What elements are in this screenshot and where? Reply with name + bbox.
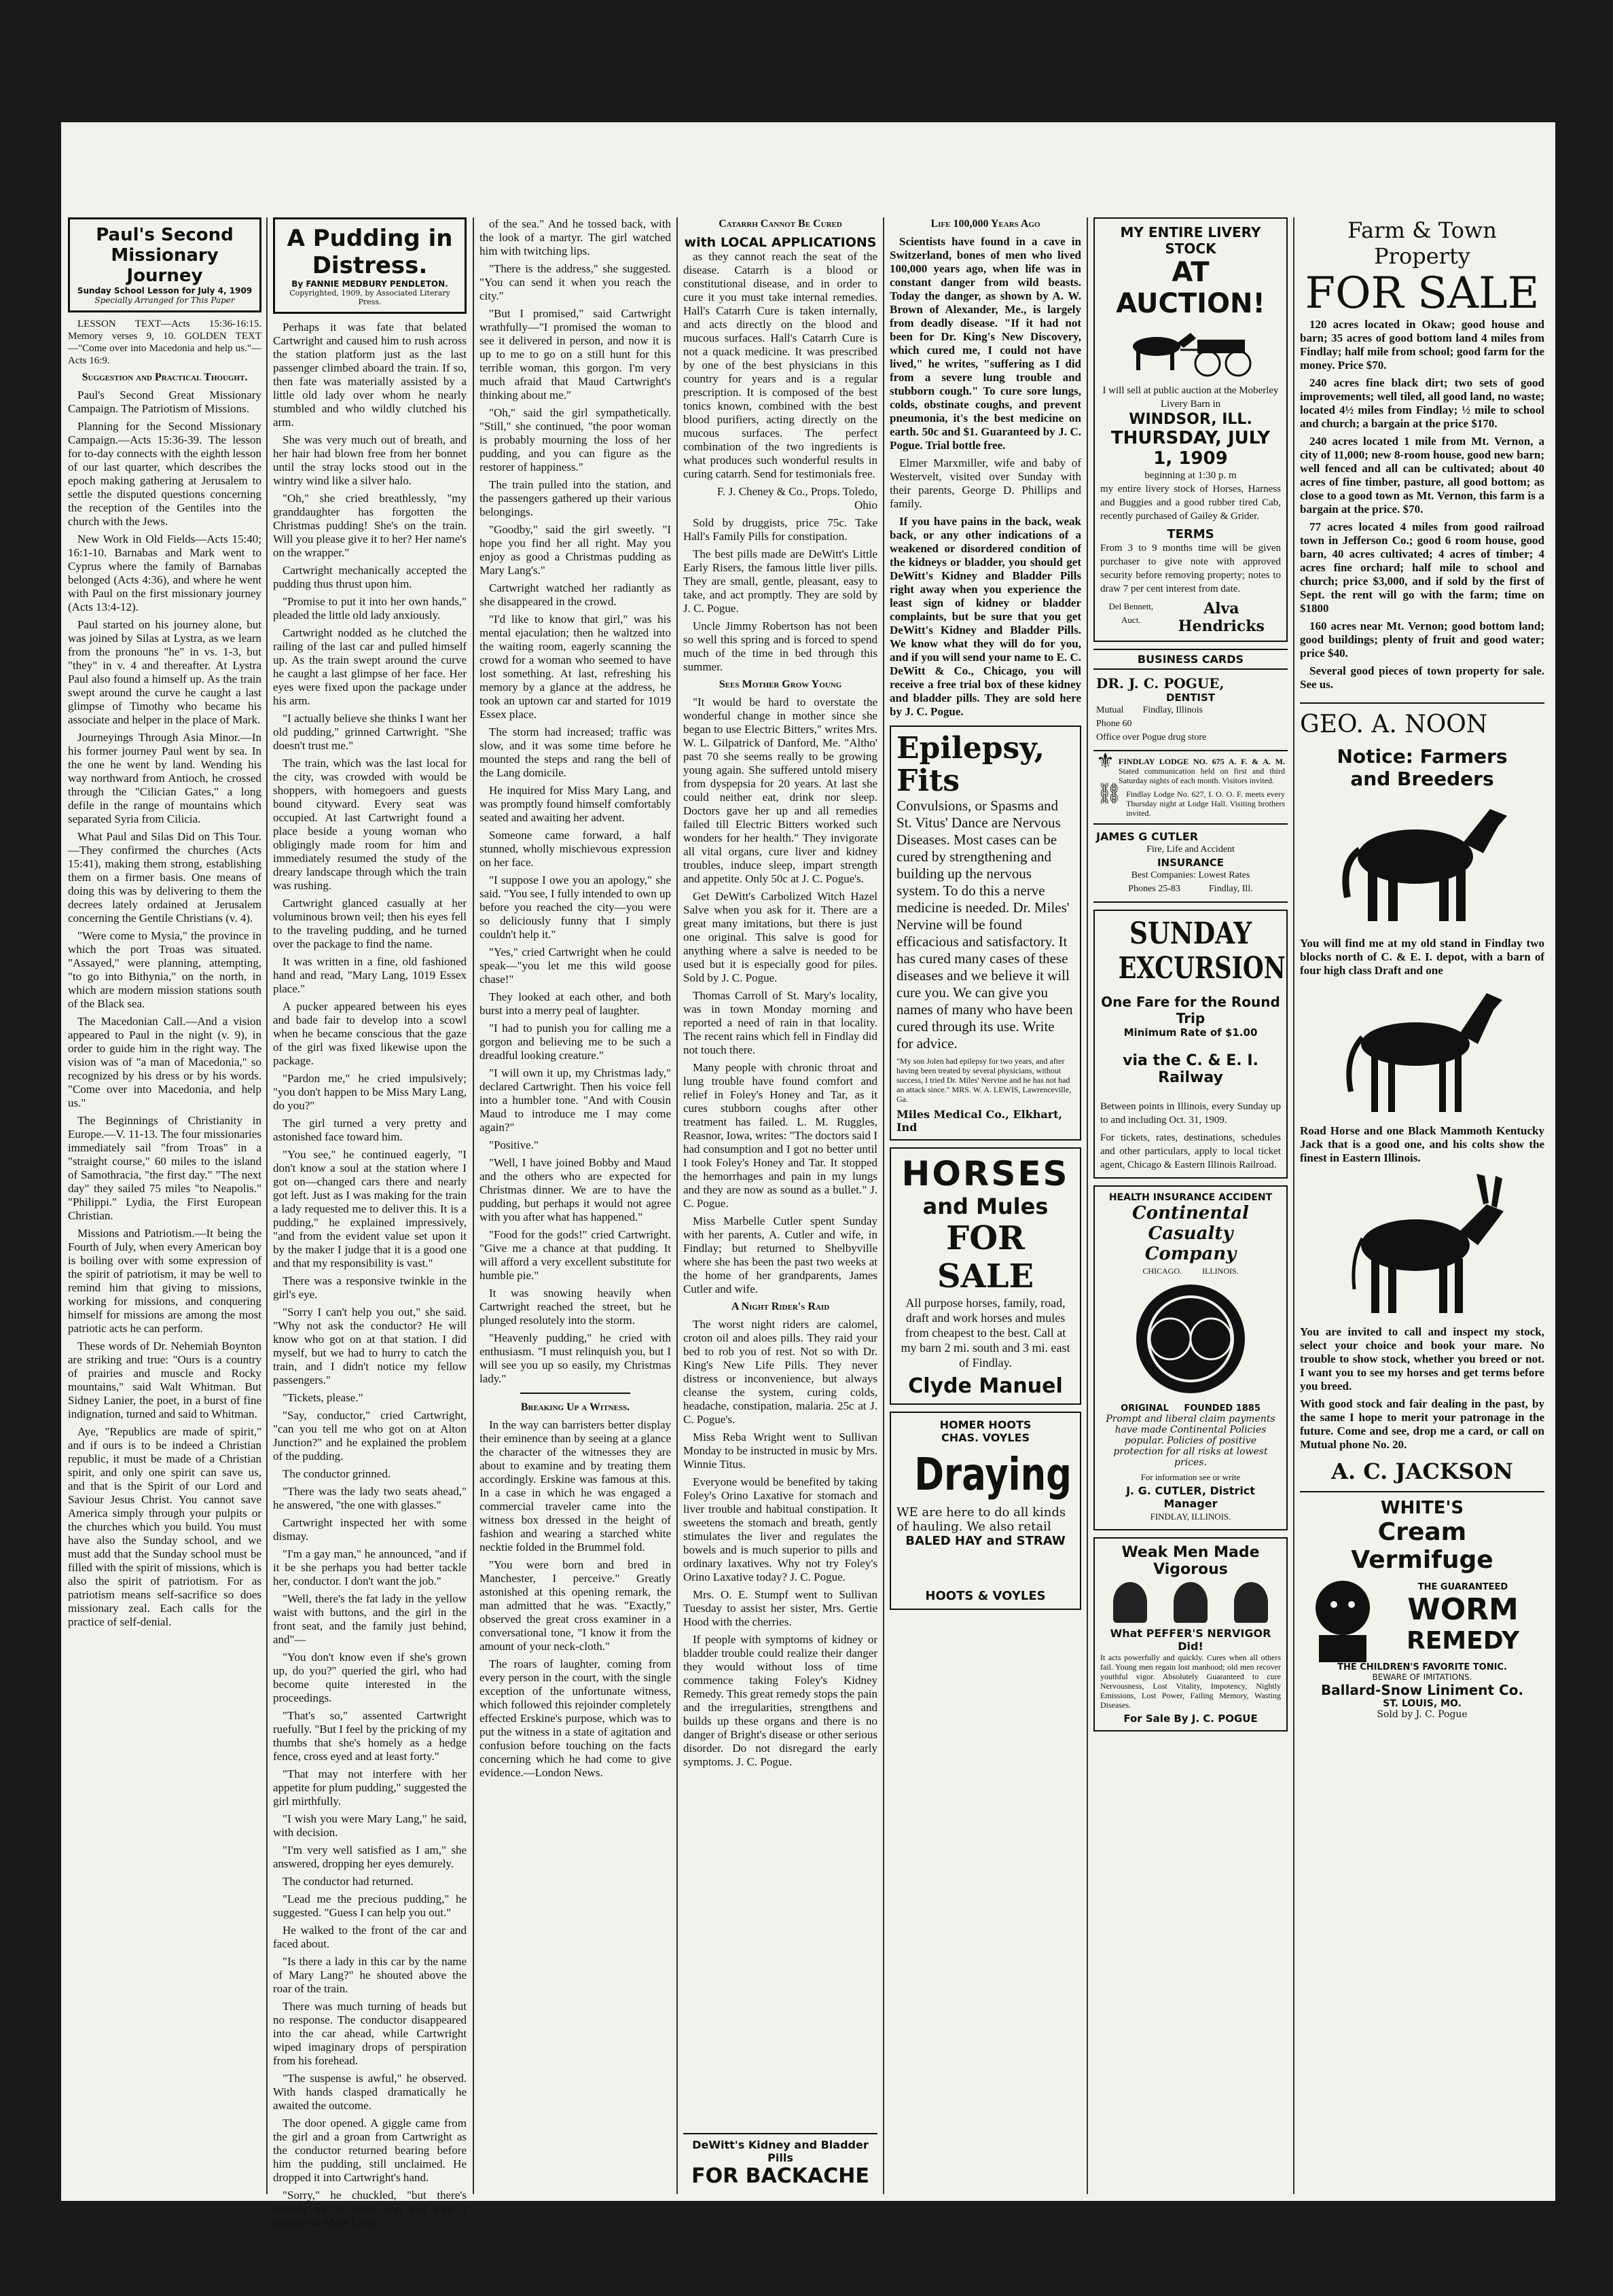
- ad-signature: A. C. JACKSON: [1331, 1458, 1513, 1484]
- paragraph: Elmer Marxmiller, wife and baby of Westervelt, visited over Sunday with their parents, George D. Phillips and family.: [890, 456, 1081, 510]
- paragraph: Aye, "Republics are made of spirit," and if ours is to be indeed a Christian republic, it must be made of a Christian spirit, and only one spirit can save us, and that is the Spirit of our Lord and Saviour Jesus Christ. You cannot save America simply through your pulpits or the churches which you build. You must have also the Sunday school, and we must add that the Sunday school must be filled with the spirit of missions, which is also the spirit of patriotism. For as patriotism means self-sacrifice so does missionary zeal. Each calls for the practice of self-denial.: [68, 1425, 261, 1628]
- ad-headline: and Mules: [922, 1194, 1049, 1219]
- paragraph: Paul's Second Great Missionary Campaign. The Patriotism of Missions.: [68, 389, 261, 415]
- lesson-title-box: [68, 217, 261, 312]
- lesson-title: Paul's Second: [96, 225, 234, 245]
- ad-headline: Company: [1144, 1244, 1237, 1264]
- paragraph: "You were born and bred in Manchester, I perceive." Greatly astonished at this opening remark, the man admitted that he was. "Exactly," observed the great cross examiner in a conversational tone, "I know it from the amount of your neck-cloth.": [479, 1558, 671, 1653]
- auction-ad: [1093, 217, 1288, 642]
- paragraph: "Heavenly pudding," he cried with enthusiasm. "I must relinquish you, but I will see you up so easily, my Christmas lady.": [479, 1331, 671, 1385]
- card-line: INSURANCE: [1157, 857, 1225, 869]
- ad-headline: Farm & Town Property: [1347, 217, 1497, 269]
- ad-body: With good stock and fair dealing in the past, by the same I hope to merit your patronage in the future. Come and see, drop me a card, or call on Mutual phone No. 20.: [1300, 1397, 1544, 1451]
- ad-line: HEALTH INSURANCE ACCIDENT: [1108, 1192, 1273, 1203]
- section-subhead: Suggestion and Practical Thought.: [81, 372, 248, 383]
- paragraph: "I'm very well satisfied as I am," she answered, dropping her eyes demurely.: [273, 1844, 467, 1870]
- paragraph: "That may not interfere with her appetite for plum pudding," suggested the girl mirthfully.: [273, 1768, 467, 1808]
- paragraph: Sold by druggists, price 75c. Take Hall's Family Pills for constipation.: [683, 516, 877, 543]
- paragraph: The conductor grinned.: [283, 1467, 391, 1480]
- card-line: DENTIST: [1165, 692, 1216, 704]
- card-line: Best Companies: Lowest Rates: [1131, 870, 1250, 880]
- paragraph: The storm had increased; traffic was slow, and it was some time before he mounted the steps and rang the bell of the Lang domicile.: [479, 725, 671, 779]
- article-headline: Catarrh Cannot Be Cured: [719, 218, 842, 230]
- column-6: [1093, 217, 1288, 2296]
- ad-signature: Alva Hendricks: [1178, 600, 1265, 635]
- paragraph: "I wish you were Mary Lang," he said, with decision.: [273, 1812, 467, 1839]
- paragraph: Cartwright mechanically accepted the pudding thus thrust upon him.: [273, 564, 467, 590]
- paragraph: Miss Reba Wright went to Sullivan Monday to be instructed in music by Mrs. Winnie Titus.: [683, 1431, 877, 1471]
- paragraph: "That's so," assented Cartwright ruefully. "But I feel by the pricking of my thumbs that she's homely as a hedge fence, cross eyed and at least forty.": [273, 1709, 467, 1763]
- paragraph: Cartwright nodded as he clutched the railing of the last car and pulled himself up. As the train swept around the curve he caught a last glimpse of her face. Her eyes were fixed upon the package under his arm.: [273, 626, 467, 707]
- paragraph: "Yes," cried Cartwright when he could speak—"you let me this wild goose chase!": [479, 946, 671, 986]
- ad-headline: EXCURSION: [1118, 951, 1286, 986]
- paragraph: These words of Dr. Nehemiah Boynton are striking and true: "Ours is a country of prairies and muscle and Rocky mountains," said Walt Whitman. But Sidney Lanier, the poet, in a burst of fine indignation, turned and said to Whitman.: [68, 1340, 261, 1420]
- ad-headline: Draying: [914, 1448, 1072, 1501]
- ad-line: Sold by J. C. Pogue: [1377, 1709, 1468, 1720]
- ad-headline: Weak Men Made Vigorous: [1121, 1544, 1260, 1578]
- card-line: Office over Pogue drug store: [1096, 732, 1207, 742]
- ad-headline: HORSES: [901, 1154, 1070, 1194]
- paragraph: "Sorry," he chuckled, "but there's nobody on the train who will own it belongs to Mary Lang.": [273, 2189, 467, 2229]
- paragraph: "You don't know even if she's grown up, do you?" queried the girl, who had become quite interested in the proceedings.: [273, 1651, 467, 1704]
- paragraph: If you have pains in the back, weak back, or any other indications of a weakened or disordered condition of the kidneys or bladder, you should get DeWitt's Kidney and Bladder Pills right away when you experience the least sign of kidney or bladder complaints, but be sure that you get DeWitt's Kidney and Bladder Pills. We know what they will do for you, and if you will send your name to E. C. DeWitt & Co., Chicago, you will receive a free trial box of these kidney and bladder pills. They are sold here by J. C. Pogue.: [890, 515, 1081, 718]
- paragraph: "I'd like to know that girl," was his mental ejaculation; then he waltzed into the waiting room, eagerly scanning the crowd for a woman who seemed to have lost something. At last, refreshing his memory by a glance at the address, he took an uptown car and started for 1019 Essex place.: [479, 613, 671, 721]
- article-headline: Life 100,000 Years Ago: [930, 218, 1040, 230]
- ad-headline: Epilepsy,: [896, 731, 1045, 766]
- ad-body: Road Horse and one Black Mammoth Kentucky Jack that is a good one, and his colts show the finest in Eastern Illinois.: [1300, 1124, 1544, 1164]
- ad-body: It acts powerfully and quickly. Cures when all others fail. Young men regain lost manhood; old men recover youthful vigor. Absolutely Guaranteed to cure Nervousness, Lost Vitality, Impotency, Nightly Emissions, Lost Power, Failing Memory, Wasting Diseases.: [1100, 1653, 1281, 1710]
- ad-date: THURSDAY, JULY 1, 1909: [1110, 428, 1271, 469]
- draying-ad: [890, 1412, 1081, 1610]
- ad-signature: HOOTS & VOYLES: [925, 1589, 1046, 1603]
- paragraph: A pucker appeared between his eyes and bade fair to develop into a scowl when he became conscious that the gaze of the girl was fixed likewise upon the package.: [273, 1000, 467, 1067]
- ad-body: Prompt and liberal claim payments have made Continental Policies popular. Policies of positive protection for all risks at lowest prices.: [1106, 1414, 1275, 1468]
- child-portrait-icon: [1305, 1574, 1380, 1662]
- horses-ad: [890, 1147, 1081, 1405]
- paragraph: Someone came forward, a half stunned, wholly mischievous expression on her face.: [479, 829, 671, 869]
- paragraph: "I will own it up, my Christmas lady," declared Cartwright. Then his voice fell into a humbler tone. "And with Cousin Maud to introduce me I may come again?": [479, 1066, 671, 1134]
- ad-time: beginning at 1:30 p. m: [1144, 470, 1237, 481]
- paragraph: "I'm a gay man," he announced, "and if it be she perhaps you had better tackle her, conductor. I don't want the job.": [273, 1547, 467, 1588]
- portrait-icon: [1174, 1582, 1208, 1623]
- ad-line: CHICAGO. ILLINOIS.: [1142, 1266, 1239, 1276]
- paragraph: It was snowing heavily when Cartwright reached the street, but he plunged resolutely into the storm.: [479, 1287, 671, 1327]
- paragraph: Cartwright watched her radiantly as she disappeared in the crowd.: [479, 581, 671, 608]
- odd-fellows-icon: ⛓: [1096, 783, 1123, 805]
- paragraph: "Oh," she cried breathlessly, "my granddaughter has forgotten the Christmas pudding! She's on the train. Will you please give it to her? Her name's on the wrapper.": [273, 492, 467, 559]
- story-body: [273, 321, 467, 2229]
- portrait-icon: [1113, 1582, 1147, 1623]
- ad-line: THE CHILDREN'S FAVORITE TONIC.: [1337, 1662, 1507, 1672]
- ad-line: via the C. & E. I. Railway: [1123, 1052, 1258, 1086]
- epilepsy-ad: [890, 725, 1081, 1141]
- ad-signature: Del Bennett, Auct.: [1108, 601, 1154, 625]
- article-headline: Sees Mother Grow Young: [719, 679, 842, 690]
- paragraph: "Well, I have joined Bobby and Maud and the others who are expected for Christmas dinner. We are to have the pudding, but perhaps it would not agree with you after what has happened.": [479, 1156, 671, 1223]
- paragraph: "Lead me the precious pudding," he suggested. "Guess I can help you out.": [273, 1893, 467, 1919]
- ad-body: You are invited to call and inspect my stock, select your choice and book your mare. No trouble to show stock, whether you breed or not. I want you to see my horses and get terms before you breed.: [1300, 1325, 1544, 1393]
- lesson-intro: LESSON TEXT—Acts 15:36-16:15. Memory verses 9, 10. GOLDEN TEXT—"Come over into Macedonia and help us."—Acts 16:9.: [68, 319, 261, 366]
- ad-headline: Fits: [896, 764, 960, 798]
- card-line: Phones 25-83 Findlay, Ill.: [1128, 884, 1253, 894]
- story-byline: By FANNIE MEDBURY PENDLETON.: [291, 279, 448, 289]
- column-rule: [676, 217, 678, 2194]
- column-rule: [266, 217, 268, 2194]
- card-line: Findlay Lodge No. 627, I. O. O. F. meets every Thursday night at Lodge Hall. Visiting brothers invited.: [1126, 789, 1285, 818]
- paragraph: Paul started on his journey alone, but was joined by Silas at Lystra, as we learn from the pronouns "he" in vs. 1-3, but "they" in v. 4 and thereafter. At Lystra Paul also found a himself up. As the train swept around the curve he caught a last glimpse of Timothy who became his associate and helper in the place of Mark.: [68, 618, 261, 726]
- ad-body: Convulsions, or Spasms and St. Vitus' Dance are Nervous Diseases. Most cases can be cured by strengthening and building up the nervous system. To do this a nerve medicine is needed. Dr. Miles' Nervine will be found efficacious and satisfactory. It has cured many cases of these diseases and we believe it will cure you. We can give you names of many who have been cured through its use. Write for advice.: [896, 797, 1073, 1052]
- paragraph: Planning for the Second Missionary Campaign.—Acts 15:36-39. The lesson for to-day connects with the eighth lesson of our last quarter, which describes the epoch making gathering at Jerusalem to settle the disputed questions concerning the reception of the Gentiles into the church with the Jews.: [68, 420, 261, 528]
- paragraph: The conductor had returned.: [283, 1875, 414, 1888]
- paragraph: as they cannot reach the seat of the disease. Catarrh is a blood or constitutional disease, and in order to cure it you must take internal remedies. Hall's Catarrh Cure is taken internally, and acts directly on the blood and mucous surfaces. Hall's Catarrh Cure is not a quack medicine. It was prescribed by one of the best physicians in this country for years and is a regular prescription. It is composed of the best tonics known, combined with the best blood purifiers, acting directly on the mucous surfaces. The perfect combination of the two ingredients is what produces such wonderful results in curing catarrh. Send for testimonials free.: [683, 250, 877, 480]
- lesson-title: Missionary Journey: [111, 245, 219, 286]
- ad-body: For tickets, rates, destinations, schedules and other particulars, apply to local ticket agent, Chicago & Eastern Illinois Railroad.: [1100, 1132, 1281, 1170]
- ad-headline: Continental Casualty: [1132, 1203, 1249, 1244]
- paragraph: They looked at each other, and both burst into a merry peal of laughter.: [479, 990, 671, 1017]
- story-copyright: Copyrighted, 1909, by Associated Literary Press.: [289, 289, 450, 306]
- horse-carriage-icon: [1116, 319, 1265, 380]
- listing: 77 acres located 4 miles from good railroad town in Jefferson Co.; good 6 room house, good barn, 40 acres cultivated; 4 acres of timber; 4 acres fine orchard; half mile to school and church; price $3,000, and if sold by the first of Sept. the rent will go with the farm; time on $1800: [1300, 520, 1544, 615]
- ad-headline: and Breeders: [1350, 768, 1494, 790]
- paragraph: Cartwright inspected her with some dismay.: [273, 1516, 467, 1543]
- ad-signature: J. G. CUTLER, District Manager: [1126, 1484, 1255, 1510]
- paragraph: Everyone would be benefited by taking Foley's Orino Laxative for stomach and liver trouble and habitual constipation. It sweetens the stomach and breath, gently stimulates the liver and regulates the bowels and is much superior to pills and ordinary laxatives. Why not try Foley's Orino Laxative today? J. C. Pogue.: [683, 1475, 877, 1583]
- ad-headline: REMEDY: [1406, 1626, 1520, 1655]
- column-rule: [1087, 217, 1088, 2194]
- masonic-icon: ⚜: [1096, 750, 1114, 772]
- jack-icon: [1320, 1170, 1524, 1320]
- paragraph: "Tickets, please.": [283, 1391, 363, 1404]
- paragraph: The girl turned a very pretty and astonished face toward him.: [273, 1117, 467, 1143]
- paragraph: Missions and Patriotism.—It being the Fourth of July, when every American boy is boiling over with some expression of the spirit of patriotism, it may be well to remind him that giving to missions, working for missions, and conquering himself for missions are among the most patriotic acts he can perform.: [68, 1227, 261, 1335]
- dentist-card: [1093, 670, 1288, 751]
- column-5: [890, 217, 1081, 2296]
- ad-headline: Notice: Farmers: [1337, 745, 1508, 768]
- paragraph: What Paul and Silas Did on This Tour.—They confirmed the churches (Acts 15:41), making them strong, establishing them on a firmer basis. One means of doing this was by delivering to them the decrees lately ordained at Jerusalem concerning the Gentile Christians (v. 4).: [68, 830, 261, 925]
- paragraph: "Promise to put it into her own hands," pleaded the little old lady anxiously.: [273, 595, 467, 622]
- ad-line: HOMER HOOTS: [939, 1418, 1032, 1431]
- ad-line: FINDLAY, ILLINOIS.: [1150, 1511, 1231, 1522]
- ad-signature: Ballard-Snow Liniment Co.: [1320, 1682, 1524, 1698]
- paragraph: Uncle Jimmy Robertson has not been so well this spring and is forced to spend much of the time in bed through this summer.: [683, 620, 877, 673]
- card-name: FINDLAY LODGE NO. 675 A. F. & A. M.: [1118, 757, 1285, 766]
- ad-body: You will find me at my old stand in Findlay two blocks north of C. & E. I. depot, with a barn of four high class Draft and one: [1300, 937, 1544, 977]
- column-2: [273, 217, 467, 2296]
- ad-line: ORIGINAL FOUNDED 1885: [1121, 1403, 1261, 1414]
- story-title: Distress.: [312, 252, 428, 279]
- ad-line: For information see or write: [1140, 1472, 1241, 1482]
- ad-headline: SUNDAY: [1129, 916, 1252, 951]
- continental-casualty-ad: [1093, 1185, 1288, 1530]
- column-7: [1300, 217, 1544, 2296]
- ad-headline: FOR SALE: [937, 1219, 1034, 1295]
- ad-signature: Miles Medical Co., Elkhart, Ind: [896, 1108, 1063, 1134]
- paragraph: He walked to the front of the car and faced about.: [273, 1924, 467, 1950]
- paragraph: The train pulled into the station, and the passengers gathered up their various belongings.: [479, 478, 671, 518]
- road-horse-icon: [1320, 983, 1524, 1119]
- paragraph: "Well, there's the fat lady in the yellow waist with buttons, and the girl in the front seat, and the family just behind, and"—: [273, 1592, 467, 1646]
- ad-line: Minimum Rate of $1.00: [1123, 1026, 1258, 1039]
- ad-body: my entire livery stock of Horses, Harness and Buggies and a good rubber tired Cab, recently purchased of Gailey & Grider.: [1100, 484, 1281, 522]
- signature: F. J. Cheney & Co., Props. Toledo, Ohio: [717, 485, 877, 512]
- ad-headline: WORM: [1407, 1592, 1519, 1627]
- portrait-row: [1100, 1582, 1281, 1623]
- paragraph: Thomas Carroll of St. Mary's locality, was in town Monday morning and reported a need of rain in that locality. The recent rains which fell in Findlay did not touch there.: [683, 989, 877, 1056]
- ad-signature: GEO. A. NOON: [1300, 702, 1544, 738]
- paragraph: "Say, conductor," cried Cartwright, "can you tell me who got on at Alton Junction?" and he explained the problem of the pudding.: [273, 1409, 467, 1463]
- ad-line: One Fare for the Round Trip: [1101, 994, 1280, 1026]
- card-name: JAMES G CUTLER: [1096, 830, 1199, 843]
- portrait-icon: [1234, 1582, 1268, 1623]
- card-line: Fire, Life and Accident: [1146, 844, 1235, 855]
- insurance-card: [1093, 825, 1288, 903]
- company-seal-icon: [1123, 1278, 1258, 1400]
- draft-horse-icon: [1320, 795, 1524, 931]
- ad-body: I will sell at public auction at the Moberley Livery Barn in: [1102, 385, 1279, 410]
- paragraph: The Beginnings of Christianity in Europe.—V. 11-13. The four missionaries immediately sail "from Troas" in a "straight course," 60 miles to the island of Samothracia, "the first day." "The next day" they sailed 75 miles "to Neapolis." "Philippi." Lydia, the First European Christian.: [68, 1114, 261, 1222]
- paragraph: "I actually believe she thinks I want her old pudding," grinned Cartwright. "She doesn't trust me.": [273, 712, 467, 752]
- card-line: Mutual Findlay, Illinois: [1096, 705, 1203, 715]
- paragraph: Perhaps it was fate that belated Cartwright and caused him to rush across the station platform just as the last passenger climbed aboard the train. If so, then fate was materially assisted by a little old lady over whom he nearly stumbled and who wildly clutched his arm.: [273, 321, 467, 429]
- farm-listings: [1300, 318, 1544, 692]
- paragraph: The roars of laughter, coming from every person in the court, with the single exception of the unfortunate witness, which followed this rejoinder completely effected Erskine's purpose, which was to put the witness in a state of agitation and confusion before touching on the facts concerning which he had come to give evidence.—London News.: [479, 1657, 671, 1779]
- paragraph: "I suppose I owe you an apology," she said. "You see, I fully intended to own up before you reached the city—you were so deliciously funny that I simply couldn't help it.": [479, 874, 671, 941]
- paragraph: The door opened. A giggle came from the girl and a groan from Cartwright as the conductor returned bearing before him the pudding, still unclaimed. He dropped it into Cartwright's hand.: [273, 2117, 467, 2184]
- paragraph: Scientists have found in a cave in Switzerland, bones of men who lived 100,000 years ago, when life was in constant danger from wild beasts. Today the danger, as shown by A. W. Brown of Alexander, Me., is largely from deadly disease. "If it had not been for Dr. King's New Discovery, which cured me, I could not have lived," he writes, "suffering as I did from a severe lung trouble and stubborn cough." To cure sore lungs, colds, obstinate coughs, and prevent pneumonia, it's the best medicine on earth. 50c and $1. Guaranteed by J. C. Pogue. Trial bottle free.: [890, 235, 1081, 452]
- paragraph: Mrs. O. E. Stumpf went to Sullivan Tuesday to assist her sister, Mrs. Gertie Hood with the cherries.: [683, 1588, 877, 1628]
- listing: Several good pieces of town property for sale. See us.: [1300, 664, 1544, 691]
- paragraph: The worst night riders are calomel, croton oil and aloes pills. They raid your bed to rob you of rest. Not so with Dr. King's New Life Pills. They never distress or inconvenience, but always cleanse the system, curing colds, headache, constipation, malaria. 25c at J. C. Pogue's.: [683, 1318, 877, 1426]
- ad-signature: For Sale By J. C. POGUE: [1123, 1712, 1258, 1725]
- ad-body: BALED HAY and STRAW: [905, 1534, 1066, 1548]
- paragraph: Get DeWitt's Carbolized Witch Hazel Salve when you ask for it. There are a great many imitations, but there is just one original. This salve is good for anything where a salve is needed to be used but it is especially good for piles. Sold by J. C. Pogue.: [683, 890, 877, 984]
- paragraph: Cartwright glanced casually at her voluminous brown veil; then his eyes fell to the traveling pudding, and he turned over the package to find the name.: [273, 897, 467, 950]
- ad-headline: FOR SALE: [1305, 268, 1540, 319]
- story-title-box: [273, 217, 467, 314]
- paragraph: "Food for the gods!" cried Cartwright. "Give me a chance at that pudding. It will afford a very excellent substitute for humble pie.": [479, 1228, 671, 1282]
- ad-testimonial: "My son Jolen had epilepsy for two years, and after having been treated by several physicians, without success, I tried Dr. Miles' Nervine and he has not had an attack since." MRS. W. A. LEWIS, Lawrenceville, Ga.: [896, 1056, 1072, 1104]
- column-rule: [1293, 217, 1294, 2194]
- ad-line: CHAS. VOYLES: [941, 1431, 1030, 1444]
- paragraph: "There is the address," she suggested. "You can send it when you reach the city.": [479, 262, 671, 302]
- card-name: DR. J. C. POGUE,: [1096, 675, 1225, 692]
- lesson-date: Sunday School Lesson for July 4, 1909: [77, 286, 253, 295]
- paragraph: Miss Marbelle Cutler spent Sunday with her parents, A. Cutler and wife, in Findlay; but returned to Shelbyville where she has been the past two weeks at the home of her grandparents, James Cutler and wife.: [683, 1215, 877, 1295]
- ad-subhead: TERMS: [1167, 527, 1214, 541]
- paragraph: It was written in a fine, old fashioned hand and read, "Mary Lang, 1019 Essex place.": [273, 955, 467, 995]
- paragraph: "The suspense is awful," he observed. With hands clasped dramatically he awaited the outcome.: [273, 2072, 467, 2112]
- ad-line: ST. LOUIS, MO.: [1383, 1698, 1462, 1709]
- story-title: A Pudding in: [287, 225, 453, 252]
- paragraph: The best pills made are DeWitt's Little Early Risers, the famous little liver pills. They are small, gentle, pleasant, easy to take, and act promptly. They are sold by J. C. Pogue.: [683, 548, 877, 615]
- card-line: Phone 60: [1096, 719, 1132, 729]
- lodge-cards: [1093, 751, 1288, 825]
- paragraph: "Pardon me," he cried impulsively; "you don't happen to be Miss Mary Lang, do you?": [273, 1072, 467, 1112]
- ad-line: BEWARE OF IMITATIONS.: [1372, 1672, 1472, 1682]
- paragraph: of the sea." And he tossed back, with the look of a martyr. The girl watched him with twitching lips.: [479, 217, 671, 257]
- paragraph: "It would be hard to overstate the wonderful change in mother since she began to use Electric Bitters," writes Mrs. W. L. Gilpatrick of Danford, Me. "Altho' past 70 she seems really to be growing young again. She suffered untold misery from dyspepsia for 20 years. At last she could neither eat, drink nor sleep. Doctors gave her up and all remedies failed till Electric Bitters worked such wonders for her health." They invigorate all vital organs, cure liver and kidney troubles, induce sleep, impart strength and appetite. Only 50c at J. C. Pogue's.: [683, 696, 877, 885]
- lesson-note: Specially Arranged for This Paper: [94, 295, 235, 305]
- ad-headline: WHITE'S: [1380, 1498, 1464, 1518]
- card-line: Stated communication held on first and third Saturday nights of each month. Visitors invited.: [1118, 766, 1285, 785]
- paragraph: "I had to punish you for calling me a gorgon and believing me to be such a dreadful looking creature.": [479, 1022, 671, 1062]
- ad-headline: Cream Vermifuge: [1351, 1518, 1493, 1574]
- ad-headline: AT AUCTION!: [1116, 257, 1265, 319]
- ad-line: THE GUARANTEED: [1417, 1581, 1508, 1592]
- column-1: [68, 217, 261, 2296]
- paragraph: In the way can barristers better display their eminence than by seeing at a glance the character of the witnesses they are about to examine and by treating them accordingly. Erskine was famous at this. In a case in which he was engaged a commercial traveler came into the witness box dressed in the height of fashion and wearing a starched white necktie folded in the Brummel fold.: [479, 1418, 671, 1554]
- paragraph: "Goodby," said the girl sweetly. "I hope you find her all right. May you enjoy as good a Christmas pudding as Mary Lang's.": [479, 523, 671, 577]
- vermifuge-ad: [1300, 1491, 1544, 1725]
- article-subhead: with LOCAL APPLICATIONS: [684, 235, 877, 250]
- column-4: [683, 217, 877, 2296]
- paragraph: "You see," he continued eagerly, "I don't know a soul at the station where I got on—changed cars there and nearly got left. Just as I was making for the train a lady requested me to deliver this. It is a pudding," he explained impressively, "and from the evident value set upon it by the maker I judge that it is a good one and that my responsibility is vast.": [273, 1148, 467, 1270]
- divider: [520, 1393, 630, 1394]
- ad-body: From 3 to 9 months time will be given purchaser to give note with approved security before removing property; notes to draw 7 per cent interest from date.: [1100, 543, 1281, 594]
- paragraph: "Sorry I can't help you out," she said. "Why not ask the conductor? He will know who got on at that station. I did myself, but we had to hurry to catch the train, and I didn't notice my fellow passengers.": [273, 1306, 467, 1386]
- paragraph: "Were come to Mysia," the province in which the port Troas was situated. "Assayed," were planning, attempting, "to go into Bithynia," on the north, in which are modern mission stations south of the Black sea.: [68, 929, 261, 1010]
- column-rule: [473, 217, 474, 2194]
- paragraph: If people with symptoms of kidney or bladder trouble could realize their danger they would without loss of time commence taking Foley's Kidney Remedy. This great remedy stops the pain and the irregularities, strengthens and builds up these organs and there is no danger of Bright's disease or other serious disorder. Do not disregard the early symptoms. J. C. Pogue.: [683, 1633, 877, 1768]
- newspaper-page: [61, 122, 1555, 2229]
- ad-line: MY ENTIRE LIVERY STOCK: [1120, 224, 1261, 257]
- column-rule: [883, 217, 884, 2194]
- ad-body: All purpose horses, family, road, draft and work horses and mules from cheapest to the best. Call at my barn 2 mi. south and 3 mi. east of Findlay.: [901, 1296, 1070, 1369]
- excursion-ad: [1093, 910, 1288, 1179]
- article-headline: A Night Rider's Raid: [731, 1301, 830, 1312]
- paragraph: New Work in Old Fields—Acts 15:40; 16:1-10. Barnabas and Mark went to Cyprus where the family of Barnabas belonged (Acts 4:36), and where he went with Paul on the first missionary journey (Acts 13:4-12).: [68, 533, 261, 613]
- paragraph: "Is there a lady in this car by the name of Mary Lang?" he shouted above the roar of the train.: [273, 1955, 467, 1995]
- backache-ad: [683, 2133, 877, 2188]
- article-headline: Breaking Up a Witness.: [520, 1401, 630, 1413]
- ad-body: Between points in Illinois, every Sunday up to and including Oct. 31, 1909.: [1100, 1101, 1281, 1126]
- ad-headline: FOR BACKACHE: [691, 2164, 869, 2188]
- paragraph: "There was the lady two seats ahead," he answered, "the one with glasses.": [273, 1485, 467, 1511]
- paragraph: Journeyings Through Asia Minor.—In his former journey Paul went by sea. In the one he went by land. Wending his way northward from Antioch, he crossed through the "Cilician Gates," a long defile in the range of mountains which separated Syria from Cilicia.: [68, 731, 261, 825]
- listing: 160 acres near Mt. Vernon; good bottom land; good buildings; plenty of fruit and good water; price $40.: [1300, 620, 1544, 660]
- paragraph: "Oh," said the girl sympathetically. "Still," she continued, "the poor woman is probably mourning the loss of her pudding, and you can figure as the restorer of happiness.": [479, 406, 671, 473]
- ad-place: WINDSOR, ILL.: [1129, 411, 1252, 428]
- section-header: BUSINESS CARDS: [1093, 649, 1288, 670]
- paragraph: Many people with chronic throat and lung trouble have found comfort and relief in Foley's Honey and Tar, as it cures stubborn coughs after other treatment has failed. L. M. Ruggles, Reasnor, Iowa, writes: "The doctors said I had consumption and I got no better until I took Foley's Honey and Tar. It stopped the hemorrhages and pain in my lungs and they are now as sound as a bullet." J. C. Pogue.: [683, 1061, 877, 1210]
- paragraph: The Macedonian Call.—And a vision appeared to Paul in the night (v. 9), in order to guide him in the right way. The vision was of "a man of Macedonia," so recognized by his dress or by his words. "Come over into Macedonia, and help us.": [68, 1015, 261, 1109]
- paragraph: There was much turning of heads but no response. The conductor disappeared into the car ahead, while Cartwright wiped imaginary drops of perspiration from his forehead.: [273, 2000, 467, 2067]
- paragraph: He inquired for Miss Mary Lang, and was promptly found himself comfortably seated and awaiting her advent.: [479, 784, 671, 824]
- paragraph: There was a responsive twinkle in the girl's eye.: [273, 1274, 467, 1301]
- paragraph: The train, which was the last local for the city, was crowded with would be shoppers, with homegoers and guests bound cityward. Every seat was occupied. At last Cartwright found a place beside a young woman who obligingly made room for him and immediately resumed the study of the dreary landscape through which the train was rushing.: [273, 757, 467, 892]
- listing: 240 acres fine black dirt; two sets of good improvements; well tiled, all good land, no waste; located 4½ miles from Findlay; ½ mile to school and church; a bargain at the price $170.: [1300, 376, 1544, 430]
- listing: 240 acres located 1 mile from Mt. Vernon, a city of 11,000; new 8-room house, good new barn; well fenced and all can be cultivated; about 40 acres of fine timber, pasture, all good bottom; as close to a good town as Mt. Vernon, this farm is a bargain at the price. $70.: [1300, 435, 1544, 516]
- paragraph: She was very much out of breath, and her hair had blown free from her bonnet until the stray locks stood out in the wintry wind like a silver halo.: [273, 433, 467, 487]
- ad-body: WE are here to do all kinds of hauling. We also retail: [896, 1505, 1066, 1534]
- ad-line: DeWitt's Kidney and Bladder Pills: [692, 2138, 869, 2164]
- ad-signature: Clyde Manuel: [908, 1374, 1063, 1398]
- column-3: [479, 217, 671, 2296]
- paragraph: "But I promised," said Cartwright wrathfully—"I promised the woman to see it delivered in person, and now it is up to me to go on a still hunt for this terrible woman, this gorgon. I'm very much afraid that Maud Cartwright's thinking about me.": [479, 307, 671, 401]
- ad-subhead: What PEFFER'S NERVIGOR Did!: [1110, 1627, 1271, 1653]
- nervigor-ad: [1093, 1537, 1288, 1732]
- listing: 120 acres located in Okaw; good house and barn; 35 acres of good bottom land 4 miles from Findlay; half mile from school; good farm for the money. Price $70.: [1300, 318, 1544, 372]
- paragraph: "Positive.": [489, 1138, 539, 1151]
